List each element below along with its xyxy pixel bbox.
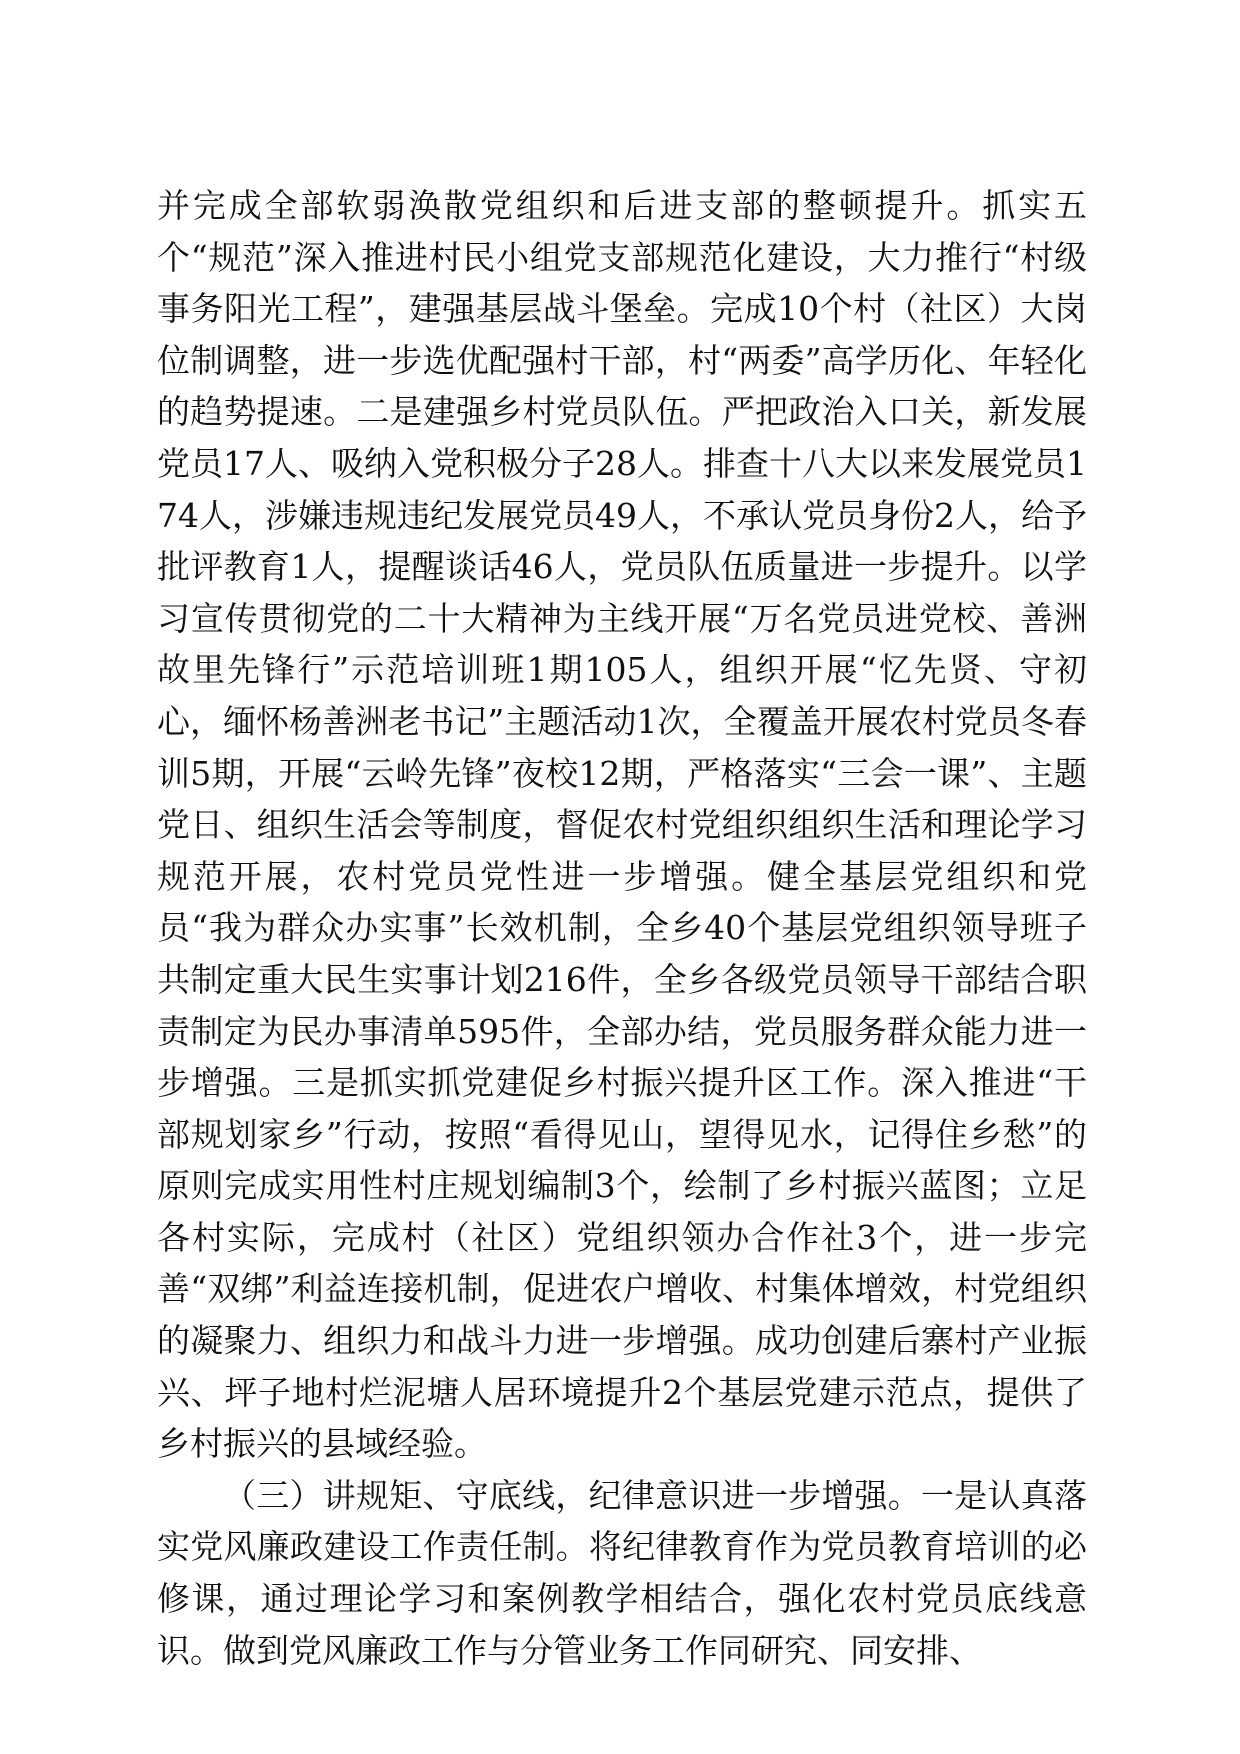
body-paragraph-continued: 并完成全部软弱涣散党组织和后进支部的整顿提升。抓实五个“规范”深入推进村民小组党支部规范化建设，大力推行“村级事务阳光工程”，建强基层战斗堡垒。完成10个村（社区）大岗位制调整，进一步选优配强村干部，村“两委”高学历化、年轻化的趋势提速。二是建强乡村党员队伍。严把政治入口关，新发展党员17人、吸纳入党积极分子28人。排查十八大以来发展党员174人，涉嫌违规违纪发展党员49人，不承认党员身份2人，给予批评教育1人，提醒谈话46人，党员队伍质量进一步提升。以学习宣传贯彻党的二十大精神为主线开展“万名党员进党校、善洲故里先锋行”示范培训班1期105人，组织开展“忆先贤、守初心，缅怀杨善洲老书记”主题活动1次，全覆盖开展农村党员冬春训5期，开展“云岭先锋”夜校12期，严格落实“三会一课”、主题党日、组织生活会等制度，督促农村党组织组织生活和理论学习规范开展，农村党员党性进一步增强。健全基层党组织和党员“我为群众办实事”长效机制，全乡40个基层党组织领导班子共制定重大民生实事计划216件，全乡各级党员领导干部结合职责制定为民办事清单595件，全部办结，党员服务群众能力进一步增强。三是抓实抓党建促乡村振兴提升区工作。深入推进“干部规划家乡”行动，按照“看得见山，望得见水，记得住乡愁”的原则完成实用性村庄规划编制3个，绘制了乡村振兴蓝图；立足各村实际，完成村（社区）党组织领办合作社3个，进一步完善“双绑”利益连接机制，促进农户增收、村集体增效，村党组织的凝聚力、组织力和战斗力进一步增强。成功创建后寨村产业振兴、坪子地村烂泥塘人居环境提升2个基层党建示范点，提供了乡村振兴的县域经验。 (157, 186, 1087, 1464)
document-body (157, 180, 1087, 1676)
body-paragraph-section-three: （三）讲规矩、守底线，纪律意识进一步增强。一是认真落实党风廉政建设工作责任制。将纪律教育作为党员教育培训的必修课，通过理论学习和案例教学相结合，强化农村党员底线意识。做到党风廉政工作与分管业务工作同研究、同安排、 (157, 1475, 1087, 1670)
